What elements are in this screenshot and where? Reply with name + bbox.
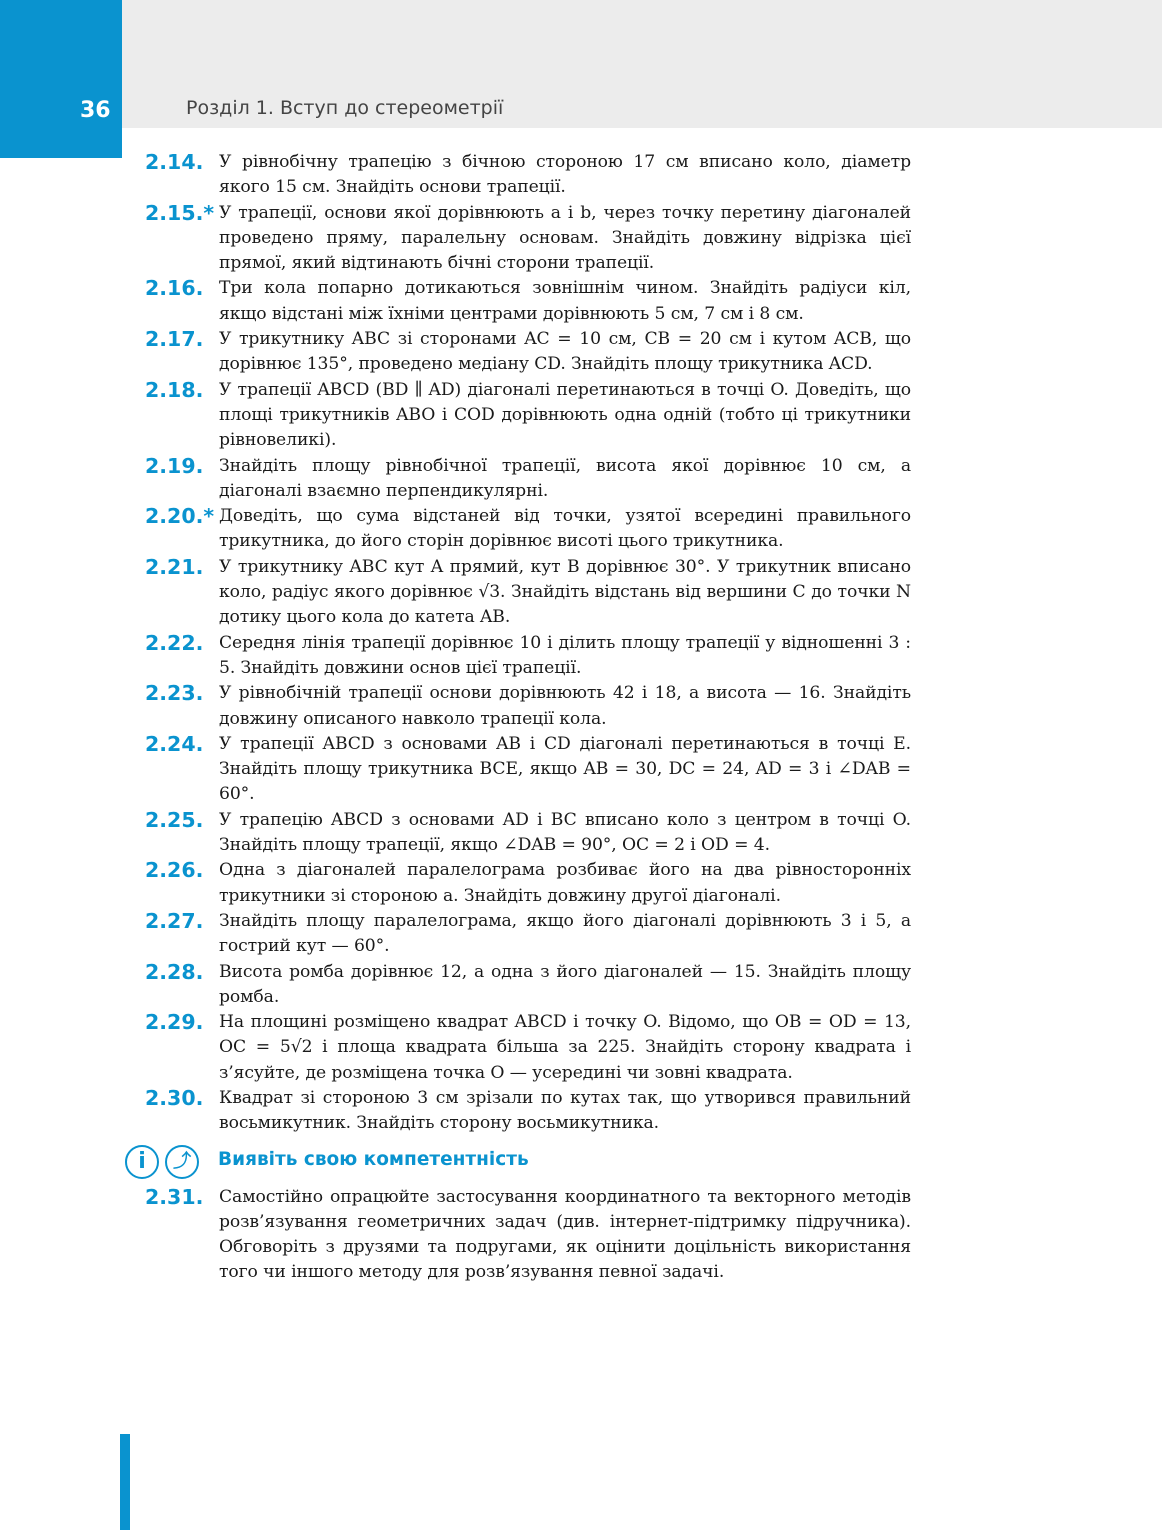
- problem-text: На площині розміщено квадрат ABCD і точку O. Відомо, що OB = OD = 13, OC = 5√2 і площа квадрата більша за 225. Знайдіть сторону квадрата і з’ясуйте, де розміщена точка O — усередині чи зовні квадрата.: [219, 1012, 911, 1083]
- content: [138, 150, 911, 1286]
- problem-text: У трикутнику ABC кут A прямий, кут B дорівнює 30°. У трикутник вписано коло, радіус якого дорівнює √3. Знайдіть відстань від вершини C до точки N дотику цього кола до катета AB.: [219, 556, 911, 628]
- problem-number: 2.29.: [145, 1010, 204, 1035]
- problem-list: [145, 150, 911, 1137]
- problem-item: [145, 1185, 911, 1286]
- problem-text: Доведіть, що сума відстаней від точки, узятої всередині правильного трикутника, до його сторін дорівнює висоті цього трикутника.: [219, 506, 911, 552]
- problem-item: [145, 732, 911, 808]
- problem-item: [145, 378, 911, 454]
- problem-text: У трапеції, основи якої дорівнюють a і b, через точку перетину діагоналей проведено пряму, паралельну основам. Знайдіть довжину відрізка цієї прямої, який відтинають бічні сторони трапеції.: [219, 202, 911, 274]
- problem-number: 2.26.: [145, 858, 204, 883]
- problem-number: 2.22.: [145, 630, 204, 655]
- problem-number: 2.28.: [145, 959, 204, 984]
- problem-number: 2.27.: [145, 908, 204, 933]
- problem-item: [145, 150, 911, 201]
- page-number-box: [0, 0, 122, 158]
- problem-number: 2.23.: [145, 681, 204, 706]
- problem-text: Знайдіть площу рівнобічної трапеції, висота якої дорівнює 10 см, а діагоналі взаємно перпендикулярні.: [219, 455, 911, 501]
- problem-list-competence: [145, 1185, 911, 1286]
- problem-item: [145, 454, 911, 505]
- problem-number: 2.31.: [145, 1184, 204, 1209]
- problem-text: Квадрат зі стороною 3 см зрізали по кутах так, що утворився правильний восьмикутник. Знайдіть сторону восьмикутника.: [219, 1087, 911, 1134]
- page-number: 36: [80, 98, 111, 123]
- problem-text: У трапеції ABCD (BD ∥ AD) діагоналі перетинаються в точці O. Доведіть, що площі трикутників ABO і COD дорівнюють одна одній (тобто ці трикутники рівновеликі).: [219, 379, 911, 451]
- problem-text: Знайдіть площу паралелограма, якщо його діагоналі дорівнюють 3 і 5, а гострий кут — 60°.: [219, 910, 911, 957]
- problem-text: Середня лінія трапеції дорівнює 10 і ділить площу трапеції у відношенні 3 : 5. Знайдіть довжини основ цієї трапеції.: [219, 632, 911, 678]
- problem-text: Три кола попарно дотикаються зовнішнім чином. Знайдіть радіуси кіл, якщо відстані між їхніми центрами дорівнюють 5 см, 7 см і 8 см.: [219, 278, 911, 324]
- problem-number: 2.15.*: [145, 200, 215, 225]
- problem-text: Висота ромба дорівнює 12, а одна з його діагоналей — 15. Знайдіть площу ромба.: [219, 961, 911, 1007]
- problem-number: 2.19.: [145, 453, 204, 478]
- problem-number: 2.17.: [145, 327, 204, 352]
- problem-item: [145, 504, 911, 555]
- problem-item: [145, 909, 911, 960]
- problem-item: [145, 1086, 911, 1137]
- problem-item: [145, 808, 911, 859]
- problem-number: 2.24.: [145, 731, 204, 756]
- problem-number: 2.14.: [145, 150, 204, 174]
- problem-number: 2.20.*: [145, 504, 215, 529]
- problem-item: [145, 201, 911, 277]
- problem-number: 2.21.: [145, 554, 204, 579]
- problem-item: [145, 681, 911, 732]
- problem-item: [145, 631, 911, 682]
- info-icon: i: [125, 1145, 159, 1179]
- problem-text: У трапецію ABCD з основами AD і BC вписано коло з центром в точці O. Знайдіть площу трапеції, якщо ∠DAB = 90°, OC = 2 і OD = 4.: [219, 809, 911, 856]
- problem-item: [145, 555, 911, 631]
- problem-text: У рівнобічній трапеції основи дорівнюють 42 і 18, а висота — 16. Знайдіть довжину описаного навколо трапеції кола.: [219, 683, 911, 729]
- problem-item: [145, 858, 911, 909]
- problem-text: У трикутнику ABC зі сторонами AC = 10 см, CB = 20 см і кутом ACB, що дорівнює 135°, проведено медіану CD. Знайдіть площу трикутника ACD.: [219, 329, 911, 375]
- problem-number: 2.18.: [145, 377, 204, 402]
- problem-item: [145, 960, 911, 1011]
- problem-text: У трапеції ABCD з основами AB і CD діагоналі перетинаються в точці E. Знайдіть площу трикутника BCE, якщо AB = 30, DC = 24, AD = 3 і ∠DAB = 60°.: [219, 733, 911, 805]
- problem-number: 2.30.: [145, 1085, 204, 1110]
- problem-item: [145, 327, 911, 378]
- section-title: Виявіть свою компетентність: [218, 1148, 529, 1170]
- problem-text: У рівнобічну трапецію з бічною стороною 17 см вписано коло, діаметр якого 15 см. Знайдіть основи трапеції.: [219, 152, 911, 198]
- problem-text: Одна з діагоналей паралелограма розбиває його на два рівносторонніх трикутники зі стороною a. Знайдіть довжину другої діагоналі.: [219, 860, 911, 906]
- bottom-accent-bar: [120, 1434, 130, 1530]
- problem-item: [145, 276, 911, 327]
- chapter-title: Розділ 1. Вступ до стереометрії: [186, 97, 504, 119]
- problem-number: 2.25.: [145, 807, 204, 832]
- problem-text: Самостійно опрацюйте застосування координатного та векторного методів розв’язування геометричних задач (див. інтернет-підтримку підручника). Обговоріть з друзями та подругами, як оцінити доцільність використання того чи іншого методу для розв’язування певної задачі.: [219, 1186, 911, 1283]
- section-heading: [125, 1143, 911, 1181]
- problem-number: 2.16.: [145, 276, 204, 301]
- stairs-icon: ⤴: [165, 1145, 199, 1179]
- problem-item: [145, 1010, 911, 1086]
